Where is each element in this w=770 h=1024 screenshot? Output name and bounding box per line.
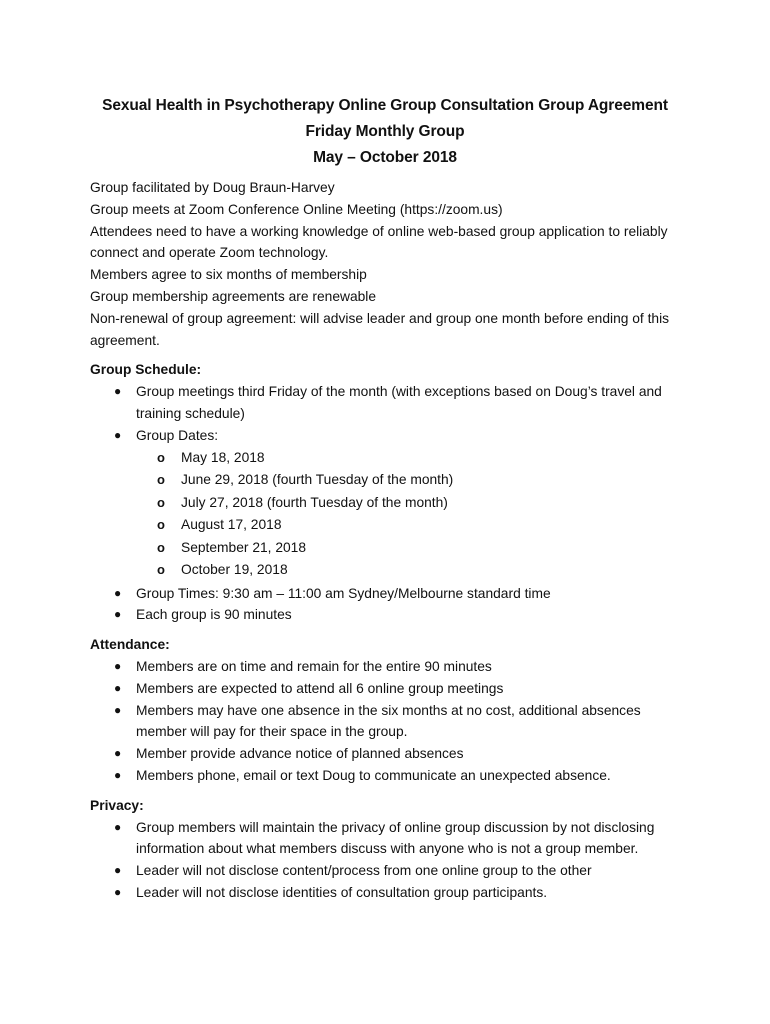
schedule-dates-label: Group Dates: xyxy=(136,427,219,443)
bullet-icon: ● xyxy=(114,767,122,782)
sub-bullet-icon: o xyxy=(157,472,165,488)
schedule-times-text: Group Times: 9:30 am – 11:00 am Sydney/Melbourne standard time xyxy=(136,585,551,601)
document-body xyxy=(90,177,690,904)
date-text: October 19, 2018 xyxy=(181,562,288,578)
bullet-icon: ● xyxy=(114,384,122,399)
sub-bullet-icon: o xyxy=(157,494,165,510)
list-item xyxy=(90,583,690,605)
intro-line-non-renewal: Non-renewal of group agreement: will advise leader and group one month before ending of this agreement. xyxy=(90,310,670,348)
date-item xyxy=(90,537,690,560)
privacy-item-text: Group members will maintain the privacy of online group discussion by not disclosing information about what members discuss with anyone who is not a group member. xyxy=(136,819,655,857)
privacy-heading: Privacy: xyxy=(90,797,144,813)
document-title xyxy=(60,93,710,171)
attendance-list xyxy=(90,656,690,787)
bullet-icon: ● xyxy=(114,863,122,878)
privacy-item-text: Leader will not disclose identities of consultation group participants. xyxy=(136,884,548,900)
privacy-item-text: Leader will not disclose content/process from one online group to the other xyxy=(136,863,592,879)
attendance-item-text: Members are expected to attend all 6 online group meetings xyxy=(136,680,504,696)
date-text: August 17, 2018 xyxy=(181,517,282,533)
intro-line-membership-term: Members agree to six months of membership xyxy=(90,267,367,283)
list-item xyxy=(90,381,690,425)
title-line-2: Friday Monthly Group xyxy=(305,123,465,140)
list-item xyxy=(90,817,690,861)
bullet-icon: ● xyxy=(114,819,122,834)
schedule-heading: Group Schedule: xyxy=(90,362,202,378)
date-item xyxy=(90,559,690,582)
list-item xyxy=(90,700,690,744)
list-item xyxy=(90,743,690,765)
privacy-list xyxy=(90,817,690,904)
list-item xyxy=(90,656,690,678)
list-item xyxy=(90,860,690,882)
schedule-meetings-text: Group meetings third Friday of the month (with exceptions based on Doug’s travel and training schedule) xyxy=(136,384,662,421)
bullet-icon: ● xyxy=(114,585,122,600)
attendance-item-text: Members phone, email or text Doug to communicate an unexpected absence. xyxy=(136,767,611,783)
date-item xyxy=(90,492,690,515)
bullet-icon: ● xyxy=(114,658,122,673)
date-item xyxy=(90,469,690,492)
bullet-icon: ● xyxy=(114,680,122,695)
attendance-item-text: Member provide advance notice of planned absences xyxy=(136,746,464,762)
sub-bullet-icon: o xyxy=(157,517,165,533)
list-item xyxy=(90,765,690,787)
sub-bullet-icon: o xyxy=(157,562,165,578)
date-text: July 27, 2018 (fourth Tuesday of the month) xyxy=(181,494,448,510)
dates-list xyxy=(136,447,690,582)
date-item xyxy=(90,514,690,537)
date-text: June 29, 2018 (fourth Tuesday of the month) xyxy=(181,472,454,488)
attendance-item-text: Members may have one absence in the six months at no cost, additional absences member will pay for their space in the group. xyxy=(136,702,641,740)
attendance-heading: Attendance: xyxy=(90,637,170,653)
intro-line-requirements: Attendees need to have a working knowledge of online web-based group application to reliably connect and operate Zoom technology. xyxy=(90,223,668,261)
sub-bullet-icon: o xyxy=(157,449,165,465)
bullet-icon: ● xyxy=(114,702,122,717)
bullet-icon: ● xyxy=(114,607,122,622)
intro-line-meeting-location: Group meets at Zoom Conference Online Meeting (https://zoom.us) xyxy=(90,201,503,217)
date-text: September 21, 2018 xyxy=(181,539,307,555)
bullet-icon: ● xyxy=(114,884,122,899)
schedule-duration-text: Each group is 90 minutes xyxy=(136,607,292,623)
date-item xyxy=(90,447,690,470)
title-line-1: Sexual Health in Psychotherapy Online Group Consultation Group Agreement xyxy=(102,97,668,114)
list-item xyxy=(90,425,690,582)
date-text: May 18, 2018 xyxy=(181,449,265,465)
title-line-3: May – October 2018 xyxy=(313,149,457,166)
list-item xyxy=(90,882,690,904)
list-item xyxy=(90,678,690,700)
intro-line-renewable: Group membership agreements are renewable xyxy=(90,288,377,304)
attendance-item-text: Members are on time and remain for the entire 90 minutes xyxy=(136,658,492,674)
list-item xyxy=(90,604,690,626)
bullet-icon: ● xyxy=(114,746,122,761)
intro-line-facilitator: Group facilitated by Doug Braun-Harvey xyxy=(90,180,335,195)
sub-bullet-icon: o xyxy=(157,539,165,555)
schedule-list xyxy=(90,381,690,626)
intro-section xyxy=(90,177,690,351)
bullet-icon: ● xyxy=(114,427,122,442)
